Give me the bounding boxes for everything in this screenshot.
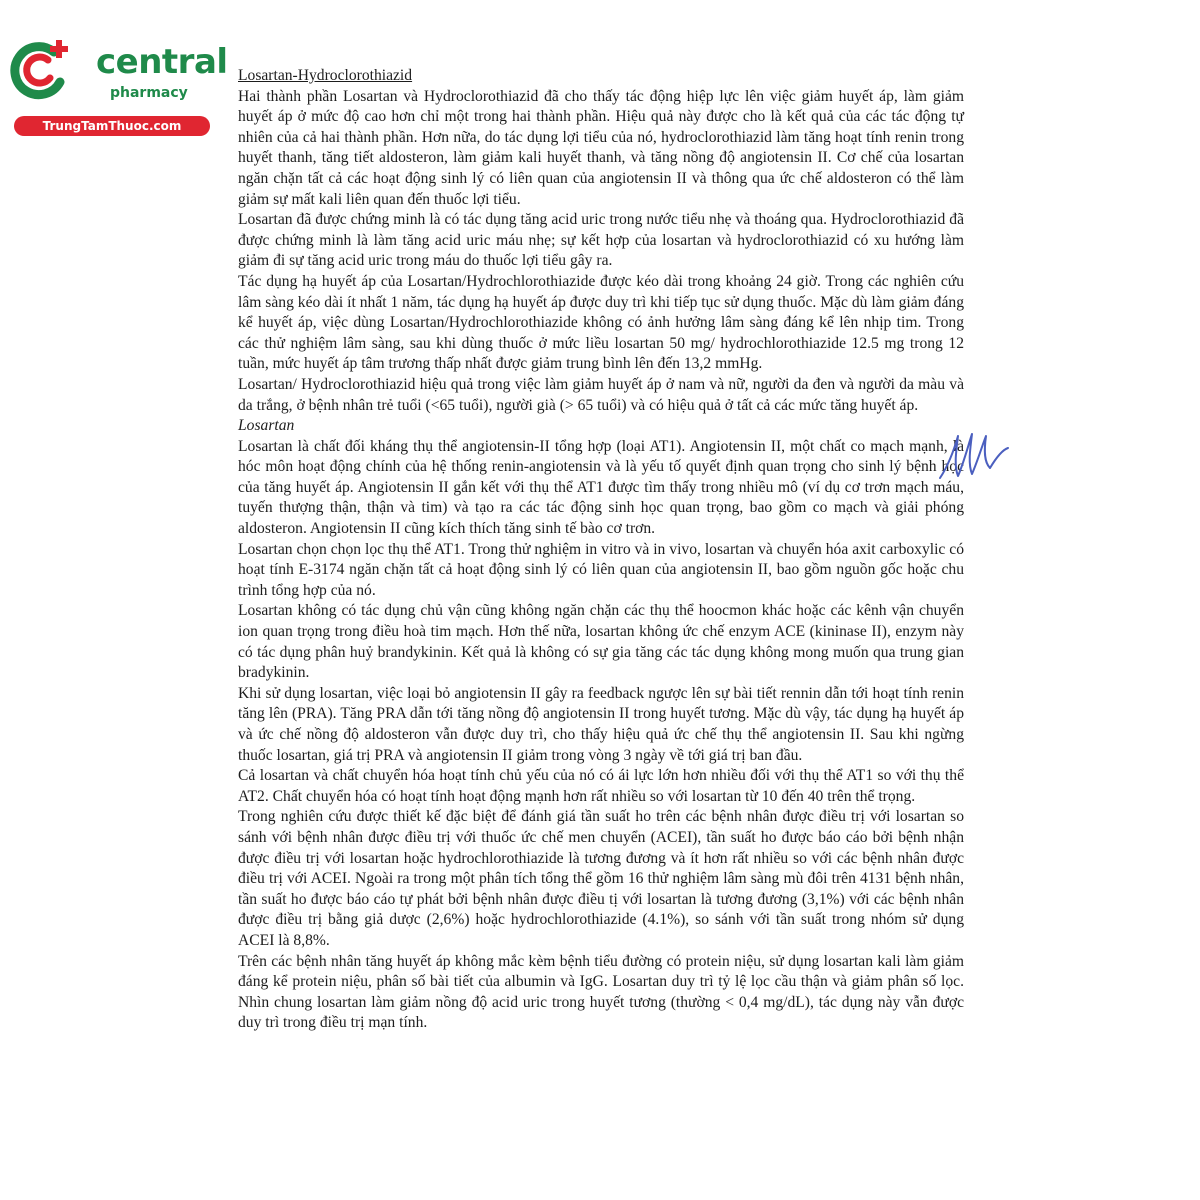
paragraph-selectivity: Losartan chọn chọn lọc thụ thể AT1. Trong thử nghiệm in vitro và in vivo, losartan và chuyển hóa axit carboxylic có hoạt tính E-3174 ngăn chặn tất cả hoạt động sinh lý có liên quan của angiotensin II, bao gồm nguồn gốc hoặc chu trình tổng hợp của nó. xyxy=(238,540,964,599)
paragraph-synergy: Hai thành phần Losartan và Hydroclorothiazid đã cho thấy tác động hiệp lực lên việc giảm huyết áp, làm giảm huyết áp ở mức độ cao hơn chỉ một trong hai thành phần. Hiệu quả này được cho là kết quả của các tác động tự nhiên của cả hai thành phần. Hơn nữa, do tác dụng lợi tiểu của nó, hydroclorothiazid làm tăng hoạt tính renin trong huyết thanh, tăng tiết aldosteron, làm giảm kali huyết thanh, và tăng nồng độ angiotensin II. Cơ chế của losartan ngăn chặn tất cả các hoạt động sinh lý có liên quan của angiotensin II và thông qua ức chế aldosteron có thể làm giảm sự mất kali liên quan đến thuốc lợi tiểu. xyxy=(238,87,964,208)
paragraph-efficacy-groups: Losartan/ Hydroclorothiazid hiệu quả trong việc làm giảm huyết áp ở nam và nữ, người da đen và người da màu và da trắng, ở bệnh nhân trẻ tuổi (<65 tuổi), người già (> 65 tuổi) và có hiệu quả ở tất cả các mức tăng huyết áp. xyxy=(238,375,964,414)
paragraph-cough-study: Trong nghiên cứu được thiết kế đặc biệt để đánh giá tần suất ho trên các bệnh nhân được điều trị với losartan so sánh với bệnh nhân được điều trị với thuốc ức chế men chuyển (ACEI), tần suất ho được báo cáo bởi bệnh nhận được điều trị với losartan hoặc hydrochlorothiazide là tương đương và ít hơn rất nhiều so với các bệnh nhân được điều trị với ACEI. Ngoài ra trong một phân tích tổng thể gồm 16 thử nghiệm lâm sàng mù đôi trên 4131 bệnh nhân, tần suất ho được báo cáo tự phát bởi bệnh nhân được điều tị với losartan là tương đương (3,1%) với các bệnh nhân được điều trị bằng giả dược (2,6%) hoặc hydrochlorothiazide (4.1%), so sánh với tần suất trong nhóm sử dụng ACEI là 8,8%. xyxy=(238,808,964,949)
signature-mark xyxy=(934,428,1014,484)
paragraph-duration: Tác dụng hạ huyết áp của Losartan/Hydrochlorothiazide được kéo dài trong khoảng 24 giờ. Trong các nghiên cứu lâm sàng kéo dài ít nhất 1 năm, tác dụng hạ huyết áp được duy trì khi tiếp tục sử dụng thuốc. Mặc dù làm giảm đáng kể huyết áp, việc dùng Losartan/Hydrochlorothiazide không có ảnh hưởng lâm sàng đáng kể lên nhịp tim. Trong các thử nghiệm lâm sàng, sau khi dùng thuốc ở mức liều losartan 50 mg/ hydrochlorothiazide 12.5 mg trong 12 tuần, mức huyết áp tâm trương thấp nhất được giảm trung bình lên đến 13,2 mmHg. xyxy=(238,272,964,373)
paragraph-uric-acid: Losartan đã được chứng minh là có tác dụng tăng acid uric trong nước tiểu nhẹ và thoáng qua. Hydroclorothiazid đã được chứng minh là làm tăng acid uric máu nhẹ; sự kết hợp của losartan và hydroclorothiazid có xu hướng làm giảm đi sự tăng acid uric trong máu do thuốc lợi tiểu gây ra. xyxy=(238,211,964,270)
paragraph-proteinuria: Trên các bệnh nhân tăng huyết áp không mắc kèm bệnh tiểu đường có protein niệu, sử dụng losartan kali làm giảm đáng kể protein niệu, phân số bài tiết của albumin và IgG. Losartan duy trì tỷ lệ lọc cầu thận và giảm phân số lọc. Nhìn chung losartan làm giảm nồng độ acid uric trong huyết tương (thường < 0,4 mg/dL), tác dụng này vẫn được duy trì trong điều trị mạn tính. xyxy=(238,952,964,1032)
brand-website: TrungTamThuoc.com xyxy=(14,116,210,136)
heading-losartan-hydroclorothiazid: Losartan-Hydroclorothiazid xyxy=(238,67,413,84)
brand-subtitle: pharmacy xyxy=(110,85,188,101)
central-pharmacy-logo xyxy=(10,36,228,136)
pharmacy-cross-icon xyxy=(10,38,74,102)
brand-name: central xyxy=(96,42,228,82)
paragraph-no-agonist: Losartan không có tác dụng chủ vận cũng không ngăn chặn các thụ thể hoocmon khác hoặc các kênh vận chuyển ion quan trọng trong điều hoà tim mạch. Hơn thế nữa, losartan không ức chế enzym ACE (kininase II), enzym này có tác dụng phân huỷ brandykinin. Kết quả là không có sự gia tăng các tác dụng không mong muốn qua trung gian bradykinin. xyxy=(238,602,964,682)
document-page xyxy=(238,66,964,1034)
paragraph-metabolite-affinity: Cả losartan và chất chuyển hóa hoạt tính chủ yếu của nó có ái lực lớn hơn nhiều đối với thụ thể AT1 so với thụ thể AT2. Chất chuyển hóa có hoạt tính hoạt động mạnh hơn rất nhiều so với losartan từ 10 đến 40 trên thể trọng. xyxy=(238,767,964,805)
paragraph-renin-feedback: Khi sử dụng losartan, việc loại bỏ angiotensin II gây ra feedback ngược lên sự bài tiết rennin dẫn tới hoạt tính renin tăng lên (PRA). Tăng PRA dẫn tới tăng nồng độ angiotensin II trong huyết tương. Mặc dù vậy, tác dụng hạ huyết áp và ức chế nồng độ aldosteron vẫn được duy trì, cho thấy hiệu quả ức chế thụ thể angiotensin II. Sau khi ngừng thuốc losartan, giá trị PRA và angiotensin II giảm trong vòng 3 ngày về tới giá trị ban đầu. xyxy=(238,684,964,764)
paragraph-at1-antagonist: Losartan là chất đối kháng thụ thể angiotensin-II tổng hợp (loại AT1). Angiotensin II, một chất co mạch mạnh, là hóc môn hoạt động chính của hệ thống renin-angiotensin và là yếu tố quyết định quan trọng cho sinh lý bệnh học của tăng huyết áp. Angiotensin II gắn kết với thụ thể AT1 được tìm thấy trong nhiều mô (ví dụ cơ trơn mạch máu, tuyến thượng thận, thận và tim) và tạo ra các tác động sinh học quan trọng, bao gồm co mạch và giải phóng aldosteron. Angiotensin II cũng kích thích tăng sinh tế bào cơ trơn. xyxy=(238,437,964,538)
heading-losartan: Losartan xyxy=(238,417,295,435)
